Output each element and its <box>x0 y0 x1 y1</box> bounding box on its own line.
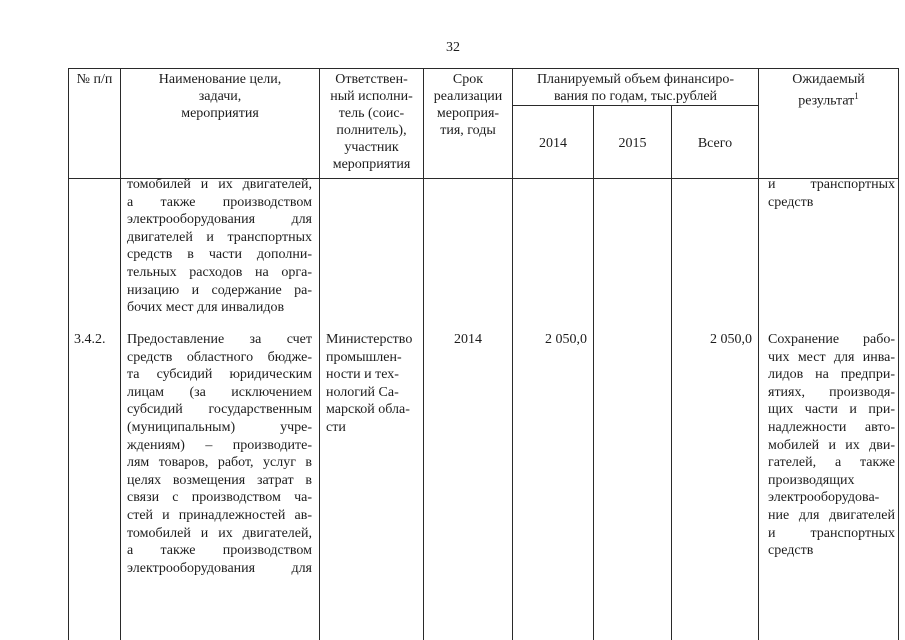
column-divider <box>120 176 121 640</box>
header-finance: Планируемый объем финансиро- вания по годам, тыс.рублей <box>513 69 759 106</box>
footnote-mark: 1 <box>854 91 859 101</box>
column-divider <box>593 176 594 640</box>
page-number: 32 <box>446 40 460 55</box>
column-divider <box>423 176 424 640</box>
table-border-left <box>68 176 69 640</box>
row-cont-name: томобилей и их двигателей, а также производством электрооборудования для двигателей и транспортных средств в части дополни- тельных расходов на орга- низацию и содержание ра- бочих мест для инвалидов <box>127 177 312 316</box>
row-342-amount-2014: 2 050,0 <box>545 332 587 347</box>
row-342-amount-total: 2 050,0 <box>710 332 752 347</box>
column-divider <box>758 176 759 640</box>
column-divider <box>319 176 320 640</box>
header-responsible: Ответствен- ный исполни- тель (соис- полнитель), участник мероприятия <box>320 69 424 179</box>
row-342-result: Сохранение рабо- чих мест для инва- лидов на предпри- ятиях, производя- щих части и при- надлежности авто- мобилей и их дви- гателей, а также производящих электрооборудова- ние для двигателей и транспортных средств <box>768 332 895 559</box>
row-342-name: Предоставление за счет средств областного бюдже- та субсидий юридическим лицам (за исключением субсидий государственным (муниципальным) учре- ждениям) – производите- лям товаров, работ, услуг в целях возмещения затрат в связи с производством ча- стей и принадлежностей ав- томобилей и их двигателей, а также производством электрооборудования для <box>127 332 312 576</box>
row-342-number: 3.4.2. <box>74 332 106 347</box>
row-342-responsible: Министерство промышлен- ности и тех- нологий Са- марской обла- сти <box>326 332 413 435</box>
header-year-2014: 2014 <box>513 106 594 179</box>
header-result: Ожидаемый результат$^1$ <box>759 69 899 179</box>
header-name: Наименование цели, задачи, мероприятия <box>121 69 320 179</box>
header-year-2015: 2015 <box>594 106 672 179</box>
row-342-term: 2014 <box>454 332 482 347</box>
header-term: Срок реализации мероприя- тия, годы <box>424 69 513 179</box>
header-total: Всего <box>672 106 759 179</box>
table-border-right <box>898 176 899 640</box>
column-divider <box>671 176 672 640</box>
column-divider <box>512 176 513 640</box>
header-num: № п/п <box>69 69 121 179</box>
row-cont-result: и транспортных средств <box>768 177 895 210</box>
